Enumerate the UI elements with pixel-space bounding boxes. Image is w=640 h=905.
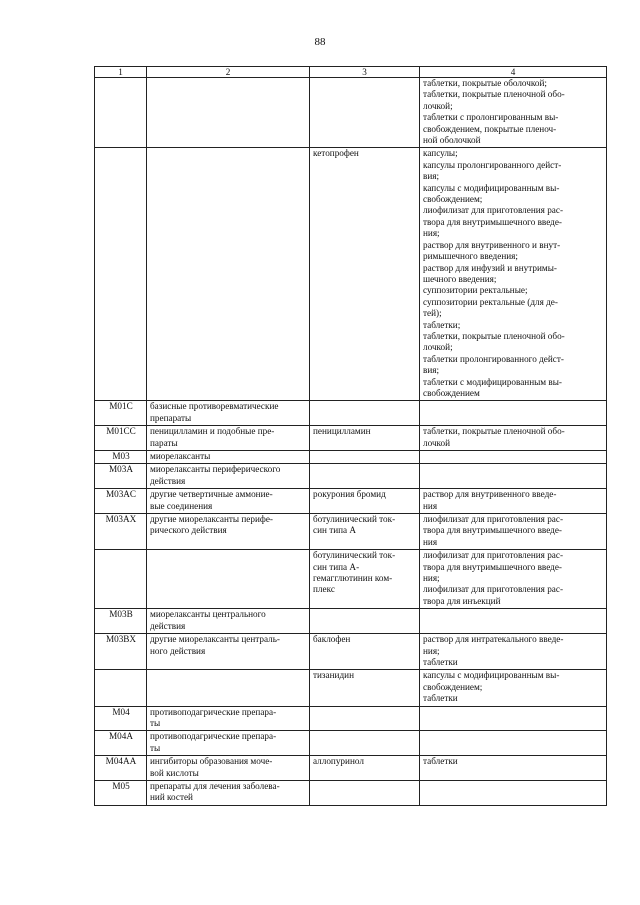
table-body [95,78,607,806]
cell-drug-name [310,78,420,148]
cell-atc-code: M05 [95,780,147,805]
cell-group-name-line: другие четвертичные аммоние- [150,489,273,500]
cell-dosage-forms-line: таблетки; [423,319,461,330]
cell-group-name-line: пеницилламин и подобные пре- [150,426,275,437]
cell-dosage-forms-line: вия; [423,365,440,376]
cell-dosage-forms-line: свобождением, покрытые пленоч- [423,123,557,134]
cell-atc-code: M03A [95,464,147,489]
cell-dosage-forms-line: таблетки, покрытые оболочкой; [423,78,547,88]
cell-group-name [147,609,310,634]
column-header-drug: 3 [310,67,420,78]
cell-dosage-forms-line: таблетки [423,693,458,704]
cell-group-name-line: ний костей [150,792,193,803]
cell-dosage-forms-line: ния; [423,228,440,239]
cell-dosage-forms-line: свобождением; [423,194,483,205]
cell-group-name [147,756,310,781]
cell-dosage-forms-line: твора для инъекций [423,595,501,606]
cell-dosage-forms-line: тей); [423,308,442,319]
cell-dosage-forms [420,670,607,706]
cell-dosage-forms-line: лочкой [423,437,451,448]
cell-drug-name-line: рокурония бромид [313,489,386,500]
cell-group-name-line: препараты [150,412,192,423]
cell-dosage-forms-line: ния; [423,573,440,584]
column-header-forms: 4 [420,67,607,78]
cell-group-name [147,634,310,670]
cell-group-name-line: вые соединения [150,500,213,511]
table-row [95,780,607,805]
table-row [95,756,607,781]
cell-group-name [147,464,310,489]
cell-dosage-forms [420,426,607,451]
column-header-group: 2 [147,67,310,78]
cell-drug-name [310,634,420,670]
cell-atc-code: M04A [95,731,147,756]
cell-group-name [147,401,310,426]
cell-dosage-forms-line: суппозитории ректальные (для де- [423,296,558,307]
cell-dosage-forms-line: таблетки с модифицированным вы- [423,376,562,387]
cell-dosage-forms [420,756,607,781]
cell-drug-name-line: кетопрофен [313,148,359,159]
table-row [95,426,607,451]
cell-dosage-forms-line: таблетки [423,756,458,767]
cell-group-name-line: рического действия [150,525,227,536]
cell-group-name [147,780,310,805]
cell-dosage-forms-line: таблетки пролонгированного дейст- [423,353,564,364]
table-row [95,609,607,634]
table-row [95,514,607,550]
cell-atc-code: M03BX [95,634,147,670]
cell-atc-code: M03 [95,451,147,464]
cell-drug-name-line: гемагглютинин ком- [313,573,393,584]
table-row [95,401,607,426]
cell-group-name-line: противоподагрические препара- [150,731,277,742]
cell-drug-name [310,609,420,634]
cell-dosage-forms [420,780,607,805]
table-row [95,78,607,148]
cell-dosage-forms-line: лиофилизат для приготовления рас- [423,550,564,561]
cell-dosage-forms [420,451,607,464]
cell-dosage-forms [420,609,607,634]
cell-atc-code: M01CC [95,426,147,451]
cell-group-name-line: другие миорелаксанты перифе- [150,514,273,525]
cell-drug-name [310,780,420,805]
cell-dosage-forms-line: суппозитории ректальные; [423,285,528,296]
cell-atc-code: M03AC [95,489,147,514]
cell-group-name-line: противоподагрические препара- [150,706,277,717]
cell-drug-name-line: аллопуринол [313,756,364,767]
cell-dosage-forms-line: раствор для внутривенного и внут- [423,239,561,250]
table-row [95,634,607,670]
cell-atc-code [95,550,147,609]
cell-dosage-forms-line: таблетки с пролонгированным вы- [423,112,559,123]
cell-drug-name-line: баклофен [313,634,351,645]
table-row [95,550,607,609]
cell-drug-name-line: плекс [313,584,335,595]
cell-dosage-forms [420,514,607,550]
cell-dosage-forms [420,464,607,489]
cell-atc-code [95,670,147,706]
table-row [95,148,607,401]
cell-dosage-forms-line: капсулы; [423,148,458,159]
cell-dosage-forms-line: римышечного введения; [423,251,518,262]
cell-dosage-forms-line: твора для внутримышечного введе- [423,525,562,536]
cell-group-name-line: ты [150,742,161,753]
cell-dosage-forms [420,78,607,148]
cell-dosage-forms-line: лиофилизат для приготовления рас- [423,584,564,595]
cell-dosage-forms-line: таблетки, покрытые пленочной обо- [423,426,565,437]
cell-group-name-line: ингибиторы образования моче- [150,756,273,767]
cell-drug-name [310,731,420,756]
cell-group-name-line: базисные противоревматические [150,401,279,412]
cell-atc-code: M04AA [95,756,147,781]
cell-group-name-line: другие миорелаксанты централь- [150,634,280,645]
cell-group-name-line: миорелаксанты периферического [150,464,281,475]
cell-atc-code: M04 [95,706,147,731]
table-header-row [95,67,607,78]
cell-atc-code: M03AX [95,514,147,550]
cell-group-name-line: миорелаксанты центрального [150,609,266,620]
cell-atc-code: M01C [95,401,147,426]
cell-drug-name-line: ботулинический ток- [313,550,396,561]
cell-group-name-line: вой кислоты [150,767,199,778]
cell-dosage-forms [420,634,607,670]
cell-dosage-forms-line: капсулы с модифицированным вы- [423,182,560,193]
cell-drug-name [310,550,420,609]
cell-group-name [147,550,310,609]
cell-dosage-forms-line: лиофилизат для приготовления рас- [423,514,564,525]
cell-drug-name [310,451,420,464]
cell-drug-name-line: ботулинический ток- [313,514,396,525]
cell-dosage-forms-line: ния; [423,645,440,656]
cell-atc-code [95,148,147,401]
cell-dosage-forms [420,731,607,756]
cell-drug-name-line: син типа А- [313,561,360,572]
cell-group-name [147,670,310,706]
cell-drug-name [310,464,420,489]
table-row [95,706,607,731]
cell-dosage-forms-line: свобождением; [423,681,483,692]
cell-drug-name [310,670,420,706]
cell-drug-name-line: син типа А [313,525,357,536]
cell-group-name-line: миорелаксанты [150,451,211,461]
cell-dosage-forms-line: ния [423,536,438,547]
cell-dosage-forms-line: свобождением [423,387,480,398]
cell-dosage-forms-line: капсулы с модифицированным вы- [423,670,560,681]
cell-dosage-forms-line: твора для внутримышечного введе- [423,561,562,572]
cell-dosage-forms [420,706,607,731]
table-row [95,464,607,489]
table-row [95,451,607,464]
cell-drug-name [310,756,420,781]
cell-group-name [147,489,310,514]
cell-group-name-line: препараты для лечения заболева- [150,780,280,791]
cell-dosage-forms [420,489,607,514]
cell-group-name-line: параты [150,437,178,448]
cell-dosage-forms-line: раствор для внутривенного введе- [423,489,557,500]
cell-drug-name [310,426,420,451]
cell-group-name [147,451,310,464]
cell-dosage-forms-line: раствор для интратекального введе- [423,634,564,645]
cell-dosage-forms-line: таблетки, покрытые пленочной обо- [423,89,565,100]
cell-group-name [147,731,310,756]
column-header-code: 1 [95,67,147,78]
cell-dosage-forms-line: таблетки, покрытые пленочной обо- [423,330,565,341]
cell-drug-name-line: тизанидин [313,670,354,681]
cell-dosage-forms-line: таблетки [423,656,458,667]
cell-group-name-line: действия [150,475,186,486]
cell-dosage-forms-line: ния [423,500,438,511]
table-row [95,670,607,706]
cell-drug-name-line: пеницилламин [313,426,371,437]
table-row [95,731,607,756]
cell-atc-code [95,78,147,148]
cell-group-name-line: действия [150,620,186,631]
cell-drug-name [310,514,420,550]
page-number: 88 [314,36,326,48]
cell-dosage-forms [420,550,607,609]
cell-group-name [147,78,310,148]
cell-dosage-forms-line: лиофилизат для приготовления рас- [423,205,564,216]
drug-classification-table [94,66,607,806]
cell-dosage-forms-line: ной оболочкой [423,135,481,146]
cell-drug-name [310,401,420,426]
cell-dosage-forms-line: капсулы пролонгированного дейст- [423,159,562,170]
cell-group-name [147,514,310,550]
cell-group-name [147,148,310,401]
cell-dosage-forms-line: твора для внутримышечного введе- [423,216,562,227]
cell-atc-code: M03B [95,609,147,634]
cell-dosage-forms-line: лочкой; [423,342,453,353]
cell-drug-name [310,489,420,514]
cell-group-name [147,426,310,451]
cell-dosage-forms-line: шечного введения; [423,273,497,284]
cell-dosage-forms-line: раствор для инфузий и внутримы- [423,262,557,273]
table-row [95,489,607,514]
cell-drug-name [310,148,420,401]
cell-dosage-forms-line: вия; [423,171,440,182]
cell-drug-name [310,706,420,731]
cell-dosage-forms-line: лочкой; [423,100,453,111]
cell-dosage-forms [420,401,607,426]
cell-group-name-line: ного действия [150,645,206,656]
cell-group-name [147,706,310,731]
cell-dosage-forms [420,148,607,401]
cell-group-name-line: ты [150,717,161,728]
